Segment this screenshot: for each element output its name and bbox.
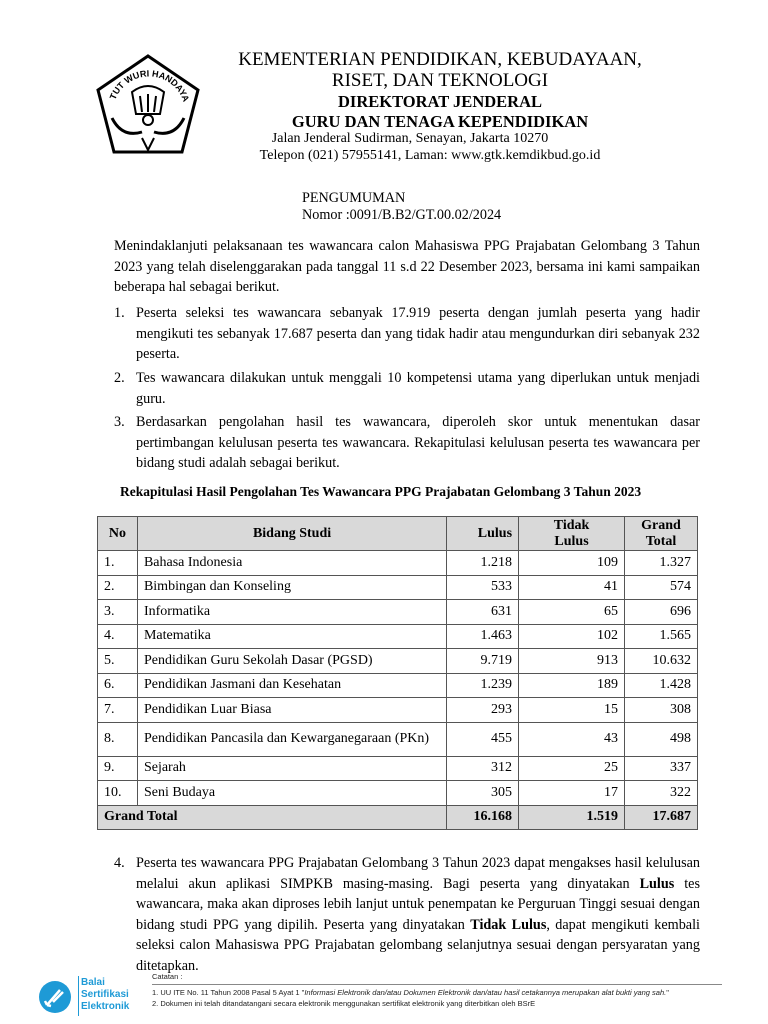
table-row (98, 649, 698, 674)
header-no: No (98, 517, 138, 551)
cell-bidang-studi: Pendidikan Pancasila dan Kewarganegaraan (PKn) (137, 722, 446, 756)
cell-lulus: 305 (447, 781, 519, 806)
bsre-text: Sertifikasi (81, 989, 129, 1000)
cell-lulus: 631 (447, 600, 519, 625)
cell-bidang-studi: Pendidikan Luar Biasa (137, 698, 446, 723)
cell-bidang-studi: Matematika (137, 624, 446, 649)
address: Jalan Jenderal Sudirman, Senayan, Jakarta 10270 (271, 131, 549, 146)
bold-lulus: Lulus (639, 875, 675, 892)
cell-tidak-lulus: 913 (519, 649, 625, 674)
header-grand-total: Grand Total (624, 517, 697, 551)
bsre-text: Elektronik (81, 1001, 130, 1012)
cell-grand-total: 574 (624, 575, 697, 600)
table-row (98, 575, 698, 600)
note-text: " (666, 988, 669, 997)
cell-no: 4. (98, 624, 138, 649)
cell-no: 6. (98, 673, 138, 698)
cell-bidang-studi: Seni Budaya (137, 781, 446, 806)
ministry-name-line1: KEMENTERIAN PENDIDIKAN, KEBUDAYAAN, (238, 49, 642, 70)
footer-note-2: 2. Dokumen ini telah ditandatangani secara elektronik menggunakan sertifikat elektronik yang diterbitkan oleh BSrE (152, 999, 536, 1008)
table-row (98, 781, 698, 806)
cell-lulus: 312 (447, 756, 519, 781)
cell-lulus: 533 (447, 575, 519, 600)
text-part: tes wawancara, maka akan diproses lebih lanjut untuk penempatan ke Perguruan Tinggi sesuai dengan bidang studi PPG yang dipilih. Peserta yang dinyatakan (136, 875, 700, 933)
footer-catatan: Catatan : (152, 972, 183, 981)
cell-lulus: 293 (447, 698, 519, 723)
cell-lulus: 1.218 (447, 551, 519, 576)
header-lulus: Lulus (447, 517, 519, 551)
list-text: Peserta seleksi tes wawancara sebanyak 17.919 peserta dengan jumlah peserta yang hadir mengikuti tes sebanyak 17.687 peserta dan yang tidak hadir atau mengundurkan diri sebanyak 232 peserta. (136, 305, 700, 362)
svg-text:TUT WURI HANDAYANI: TUT WURI HANDAYA (107, 68, 192, 104)
cell-bidang-studi: Pendidikan Guru Sekolah Dasar (PGSD) (137, 649, 446, 674)
list-text (136, 853, 700, 976)
cell-grand-total: 498 (624, 722, 697, 756)
bsre-text: Balai (81, 977, 105, 988)
cell-bidang-studi: Bimbingan dan Konseling (137, 575, 446, 600)
table-caption: Rekapitulasi Hasil Pengolahan Tes Wawancara PPG Prajabatan Gelombang 3 Tahun 2023 (120, 484, 642, 499)
grand-total-row (98, 805, 698, 830)
cell-no: 3. (98, 600, 138, 625)
cell-bidang-studi: Informatika (137, 600, 446, 625)
recap-table (97, 516, 698, 830)
cell-tidak-lulus: 43 (519, 722, 625, 756)
list-text: Berdasarkan pengolahan hasil tes wawancara, diperoleh skor untuk menentukan dasar pertimbangan kelulusan peserta tes wawancara. Rekapitulasi kelulusan peserta tes wawancara per bidang studi adalah sebagai berikut. (136, 414, 700, 471)
cell-bidang-studi: Sejarah (137, 756, 446, 781)
list-number: 3. (114, 414, 125, 430)
cell-grand-total: 1.428 (624, 673, 697, 698)
table-row (98, 673, 698, 698)
cell-lulus: 1.239 (447, 673, 519, 698)
cell-no: 1. (98, 551, 138, 576)
announcement-number: Nomor :0091/B.B2/GT.00.02/2024 (302, 207, 502, 223)
cell-lulus: 9.719 (447, 649, 519, 674)
cell-tidak-lulus: 17 (519, 781, 625, 806)
table-row (98, 600, 698, 625)
header-tidak-lulus: Tidak Lulus (519, 517, 625, 551)
bsre-emblem-icon (38, 980, 72, 1014)
cell-lulus: 1.463 (447, 624, 519, 649)
table-row (98, 698, 698, 723)
grand-total-tidak-lulus: 1.519 (519, 805, 625, 830)
cell-no: 8. (98, 722, 138, 756)
announcement-title: PENGUMUMAN (302, 190, 406, 206)
cell-tidak-lulus: 102 (519, 624, 625, 649)
table-row (98, 624, 698, 649)
cell-grand-total: 308 (624, 698, 697, 723)
grand-total-lulus: 16.168 (447, 805, 519, 830)
list-text: Tes wawancara dilakukan untuk menggali 10 kompetensi utama yang diperlukan untuk menjadi guru. (136, 370, 700, 407)
directorate-line1: DIREKTORAT JENDERAL (337, 92, 542, 111)
cell-tidak-lulus: 109 (519, 551, 625, 576)
text-part: , dapat mengikuti kembali seleksi calon Mahasiswa PPG Prajabatan gelombang selanjutnya sesuai dengan persyaratan yang ditetapkan. (136, 916, 700, 974)
cell-grand-total: 337 (624, 756, 697, 781)
cell-no: 10. (98, 781, 138, 806)
list-number: 1. (114, 305, 125, 321)
cell-bidang-studi: Bahasa Indonesia (137, 551, 446, 576)
cell-no: 5. (98, 649, 138, 674)
cell-grand-total: 10.632 (624, 649, 697, 674)
list-item (114, 368, 700, 409)
note-quote: Informasi Elektronik dan/atau Dokumen Elektronik dan/atau hasil cetakannya merupakan alat bukti yang sah. (304, 988, 667, 997)
cell-no: 7. (98, 698, 138, 723)
cell-tidak-lulus: 65 (519, 600, 625, 625)
table-row (98, 722, 698, 756)
list-number: 4. (114, 855, 125, 871)
list-number: 2. (114, 370, 125, 386)
list-item (114, 412, 700, 474)
cell-tidak-lulus: 189 (519, 673, 625, 698)
cell-grand-total: 696 (624, 600, 697, 625)
cell-bidang-studi: Pendidikan Jasmani dan Kesehatan (137, 673, 446, 698)
grand-total-total: 17.687 (624, 805, 697, 830)
list-item (114, 853, 700, 976)
cell-tidak-lulus: 25 (519, 756, 625, 781)
cell-no: 9. (98, 756, 138, 781)
footer-note-1 (152, 988, 669, 997)
table-row (98, 551, 698, 576)
list-item (114, 303, 700, 365)
table-row (98, 756, 698, 781)
cell-lulus: 455 (447, 722, 519, 756)
bold-tidak-lulus: Tidak Lulus (470, 916, 547, 933)
ministry-name-line2: RISET, DAN TEKNOLOGI (331, 70, 549, 91)
table-header-row (98, 517, 698, 551)
cell-grand-total: 1.565 (624, 624, 697, 649)
cell-grand-total: 322 (624, 781, 697, 806)
cell-grand-total: 1.327 (624, 551, 697, 576)
header-bidang-studi: Bidang Studi (137, 517, 446, 551)
text-part: Peserta tes wawancara PPG Prajabatan Gelombang 3 Tahun 2023 dapat mengakses hasil kelulusan melalui akun aplikasi SIMPKB masing-masing. Bagi peserta yang dinyatakan (136, 855, 700, 892)
bsre-logo (38, 976, 148, 1016)
cell-tidak-lulus: 41 (519, 575, 625, 600)
cell-tidak-lulus: 15 (519, 698, 625, 723)
contact: Telepon (021) 57955141, Laman: www.gtk.kemdikbud.go.id (259, 148, 601, 163)
cell-no: 2. (98, 575, 138, 600)
intro-paragraph: Menindaklanjuti pelaksanaan tes wawancara calon Mahasiswa PPG Prajabatan Gelombang 3 Tahun 2023 yang telah diselenggarakan pada tanggal 11 s.d 22 Desember 2023, bersama ini kami sampaikan beberapa hal sebagai berikut. (114, 238, 700, 295)
footer-divider (152, 984, 722, 985)
note-text: 1. UU ITE No. 11 Tahun 2008 Pasal 5 Ayat 1 " (152, 988, 305, 997)
grand-total-label: Grand Total (98, 805, 447, 830)
directorate-line2: GURU DAN TENAGA KEPENDIDIKAN (291, 112, 589, 131)
